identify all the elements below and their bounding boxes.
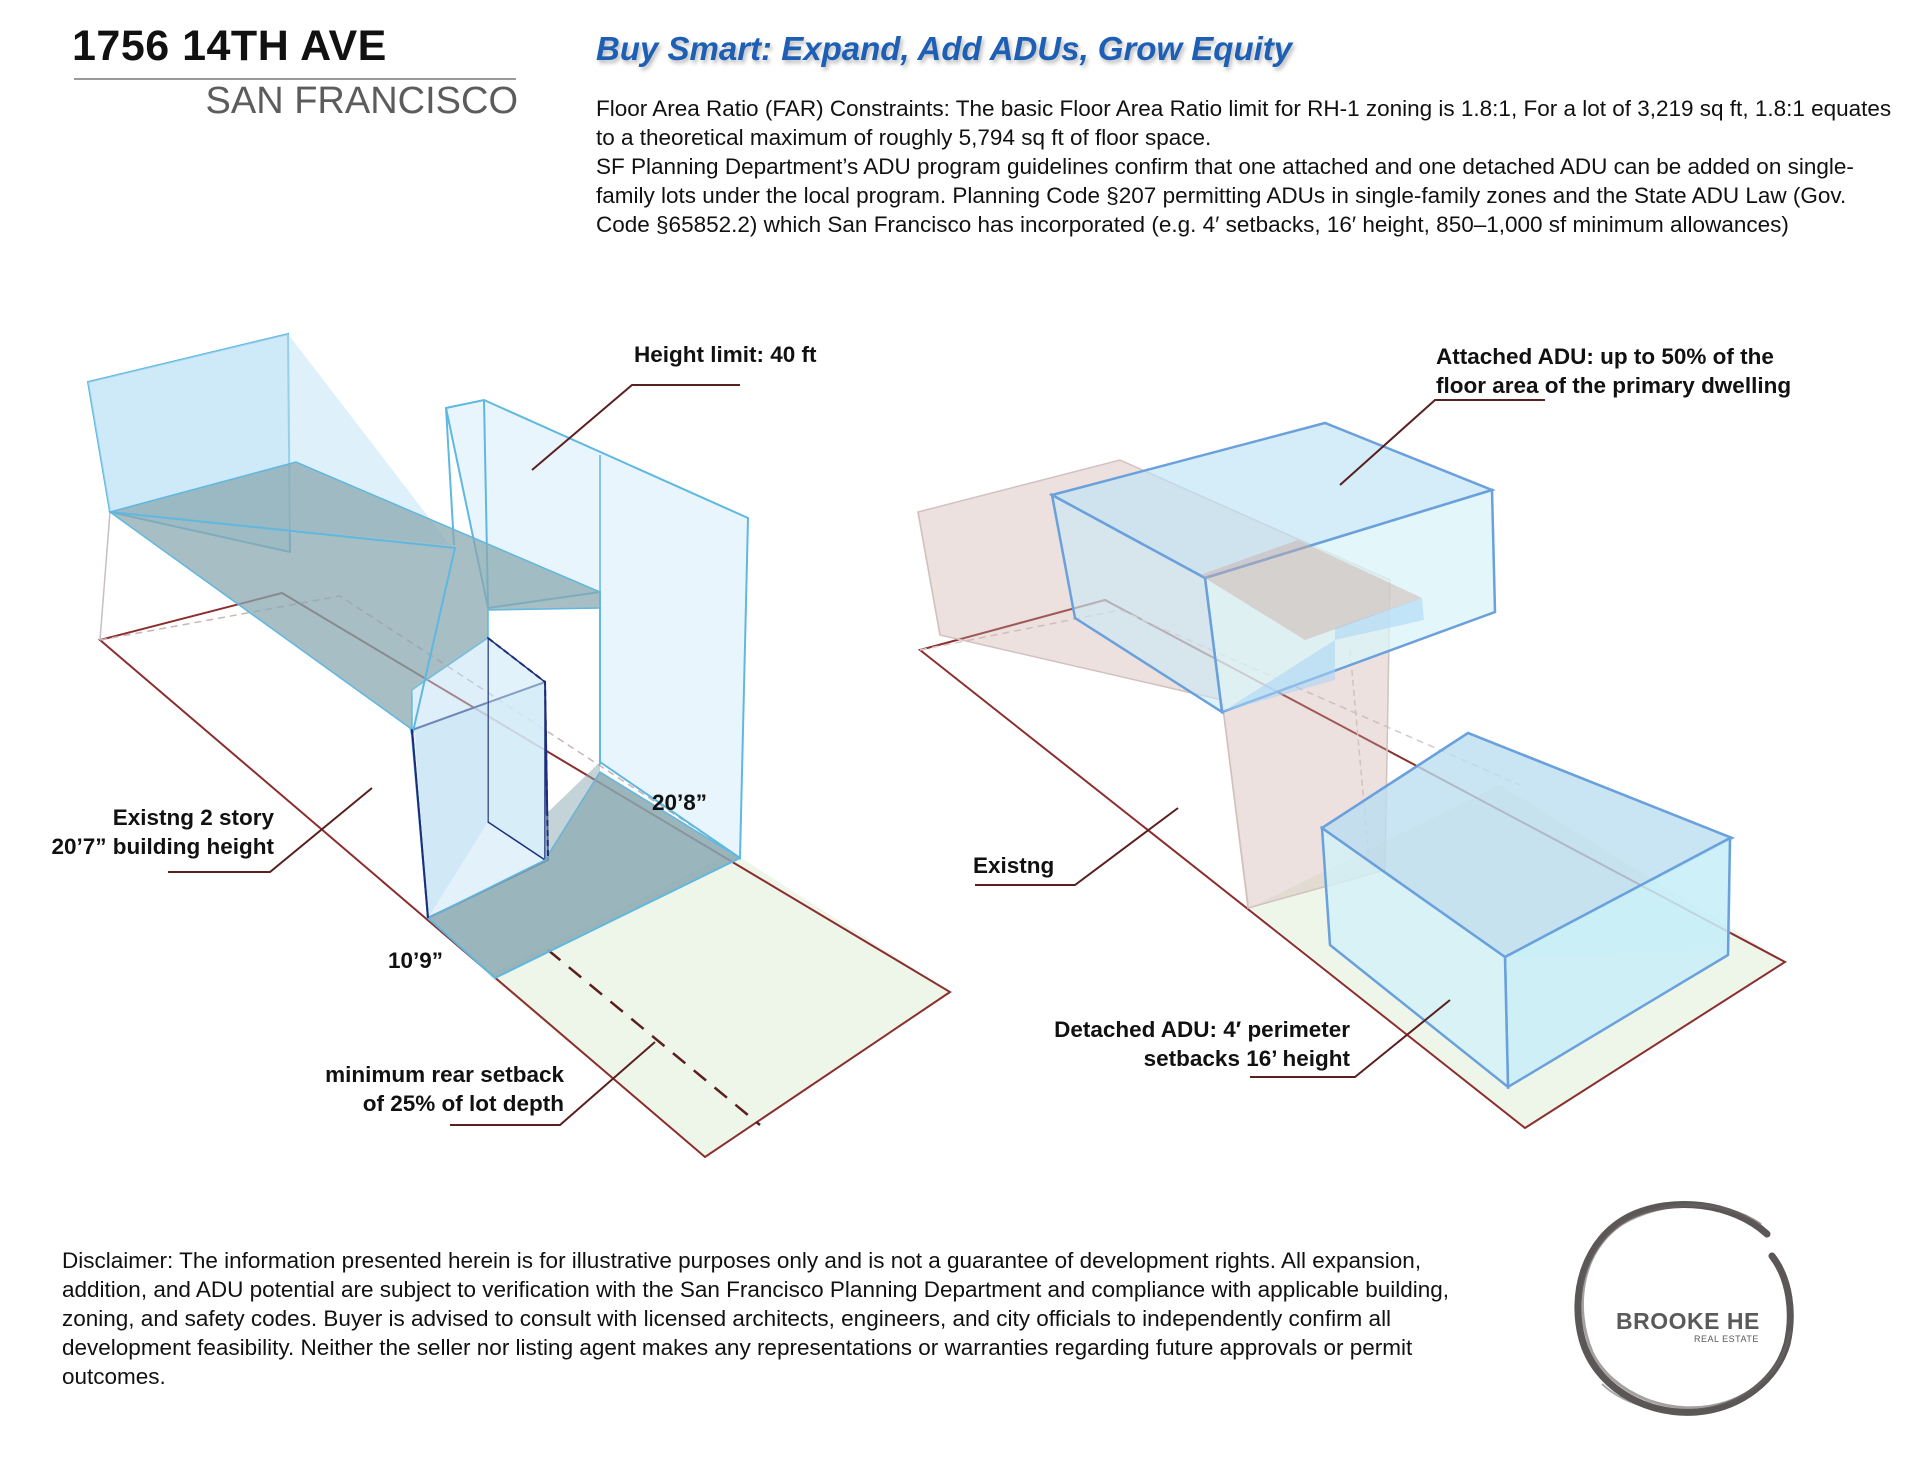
existing-right-label: Existng	[973, 853, 1055, 878]
logo-name: BROOKE HE	[1616, 1308, 1760, 1334]
attached-adu-label-line2: floor area of the primary dwelling	[1436, 373, 1792, 398]
detached-adu-label-line1: Detached ADU: 4′ perimeter	[1054, 1017, 1350, 1042]
left-massing-diagram	[88, 334, 950, 1157]
attached-adu-label-line1: Attached ADU: up to 50% of the	[1436, 344, 1774, 369]
property-address: 1756 14TH AVE	[72, 22, 387, 70]
logo-subtitle: REAL ESTATE	[1694, 1334, 1759, 1344]
headline: Buy Smart: Expand, Add ADUs, Grow Equity	[596, 30, 1293, 67]
adu-paragraph: SF Planning Department’s ADU program guidelines confirm that one attached and one detached ADU can be added on single-family lots under the local program. Planning Code §207 permitting ADUs in single-family zones and the State ADU Law (Gov. Code §65852.2) which San Francisco has incorporated (e.g. 4′ setbacks, 16′ height, 850–1,000 sf minimum allowances)	[596, 154, 1854, 237]
depth-dimension-label: 10’9”	[388, 948, 444, 973]
property-city: SAN FRANCISCO	[205, 80, 518, 122]
disclaimer: Disclaimer: The information presented herein is for illustrative purposes only and is not a guarantee of development rights. All expansion, addition, and ADU potential are subject to verification with the San Francisco Planning Department and compliance with applicable building, zoning, and safety codes. Buyer is advised to consult with licensed architects, engineers, and city officials to independently confirm all development feasibility. Neither the seller nor listing agent makes any representations or warranties regarding future approvals or permit outcomes.	[62, 1248, 1450, 1389]
brooke-he-logo	[1562, 1194, 1800, 1424]
existing-building-label-line2: 20’7” building height	[51, 834, 274, 859]
detached-adu-label-line2: setbacks 16’ height	[1143, 1046, 1350, 1071]
setback-label-line1: minimum rear setback	[325, 1062, 564, 1087]
far-paragraph: Floor Area Ratio (FAR) Constraints: The basic Floor Area Ratio limit for RH-1 zoning is 1.8:1, For a lot of 3,219 sq ft, 1.8:1 equates to a theoretical maximum of roughly 5,794 sq ft of floor space.	[596, 96, 1892, 150]
width-dimension-label: 20’8”	[652, 790, 708, 815]
setback-label-line2: of 25% of lot depth	[362, 1091, 564, 1116]
height-limit-label: Height limit: 40 ft	[634, 342, 817, 367]
existing-building-label-line1: Existng 2 story	[112, 805, 274, 830]
